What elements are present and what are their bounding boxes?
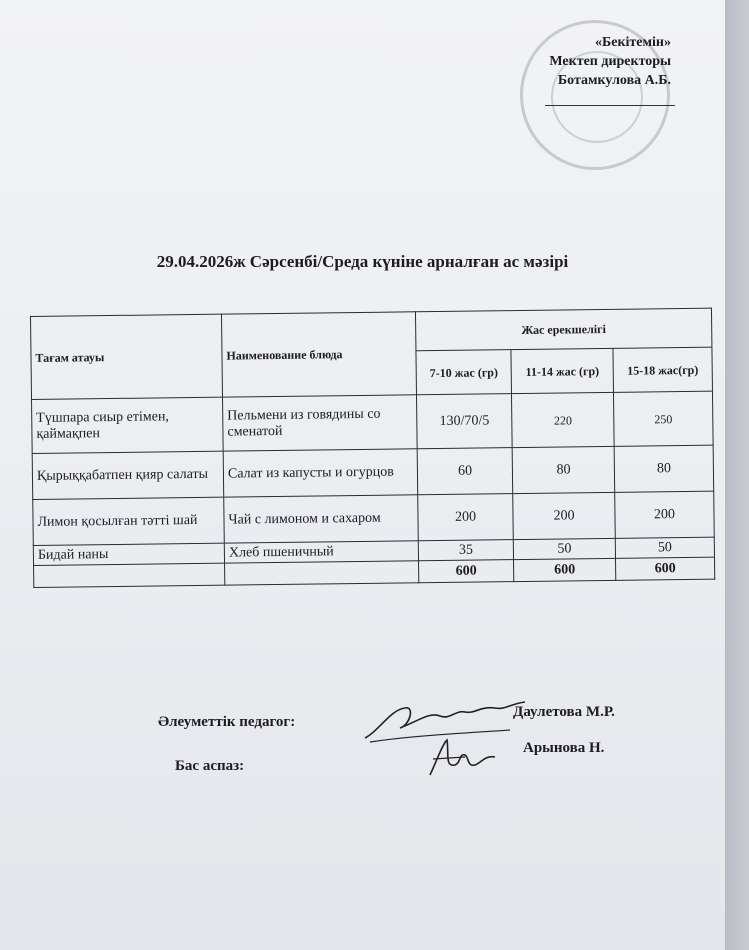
portion-7-10: 130/70/5: [416, 394, 512, 449]
dish-ru: Чай с лимоном и сахаром: [224, 495, 419, 543]
header-name-ru: Наименование блюда: [221, 312, 416, 397]
header-age-1: 7-10 жас (гр): [416, 350, 512, 395]
total-11-14: 600: [514, 558, 616, 581]
social-pedagogue-label: Әлеуметтік педагог:: [158, 714, 296, 730]
social-pedagogue-name: Даулетова М.Р.: [513, 704, 615, 720]
page-title: 29.04.2026ж Сәрсенбі/Среда күніне арналған ас мәзірі: [156, 252, 569, 271]
portion-7-10: 60: [417, 448, 513, 495]
dish-kz: Қырыққабатпен қияр салаты: [32, 451, 224, 499]
dish-kz: Бидай наны: [33, 543, 224, 565]
approval-name: Ботамкулова А.Б.: [557, 73, 671, 88]
approval-position: Мектеп директоры: [549, 54, 671, 69]
dish-ru: Пельмени из говядины со сменатой: [223, 395, 418, 451]
approval-signature-line: [545, 105, 675, 106]
head-cook-name: Арынова Н.: [523, 740, 605, 756]
header-age-2: 11-14 жас (гр): [511, 349, 613, 394]
portion-7-10: 200: [418, 494, 514, 541]
totals-empty-kz: [34, 563, 225, 587]
total-7-10: 600: [419, 560, 514, 583]
table-row: [32, 391, 714, 453]
header-age-group: Жас ерекшелігі: [415, 308, 711, 351]
dish-kz: Лимон қосылған тәтті шай: [33, 497, 225, 545]
portion-7-10: 35: [418, 540, 513, 561]
portion-15-18: 50: [615, 537, 714, 558]
header-age-3: 15-18 жас(гр): [613, 348, 712, 393]
dish-kz: Түшпара сиыр етімен, қаймақпен: [32, 397, 224, 453]
head-cook-label: Бас аспаз:: [175, 758, 245, 774]
menu-table: [30, 308, 715, 588]
approval-heading: «Бекітемін»: [594, 35, 671, 50]
portion-11-14: 50: [513, 538, 615, 559]
portion-15-18: 250: [614, 391, 714, 446]
portion-15-18: 200: [615, 491, 715, 538]
dish-ru: Салат из капусты и огурцов: [223, 449, 418, 497]
background-edge: [725, 0, 749, 950]
table-row: [32, 445, 714, 499]
total-15-18: 600: [616, 557, 715, 580]
dish-ru: Хлеб пшеничный: [224, 541, 418, 563]
portion-11-14: 200: [513, 492, 615, 539]
approval-block: [549, 33, 671, 90]
portion-11-14: 220: [512, 392, 614, 447]
portion-11-14: 80: [512, 446, 614, 493]
totals-empty-ru: [225, 561, 419, 585]
table-row: [33, 491, 715, 545]
portion-15-18: 80: [614, 445, 714, 492]
signature-head-cook: [425, 735, 505, 780]
header-name-kz: Тағам атауы: [31, 314, 223, 399]
